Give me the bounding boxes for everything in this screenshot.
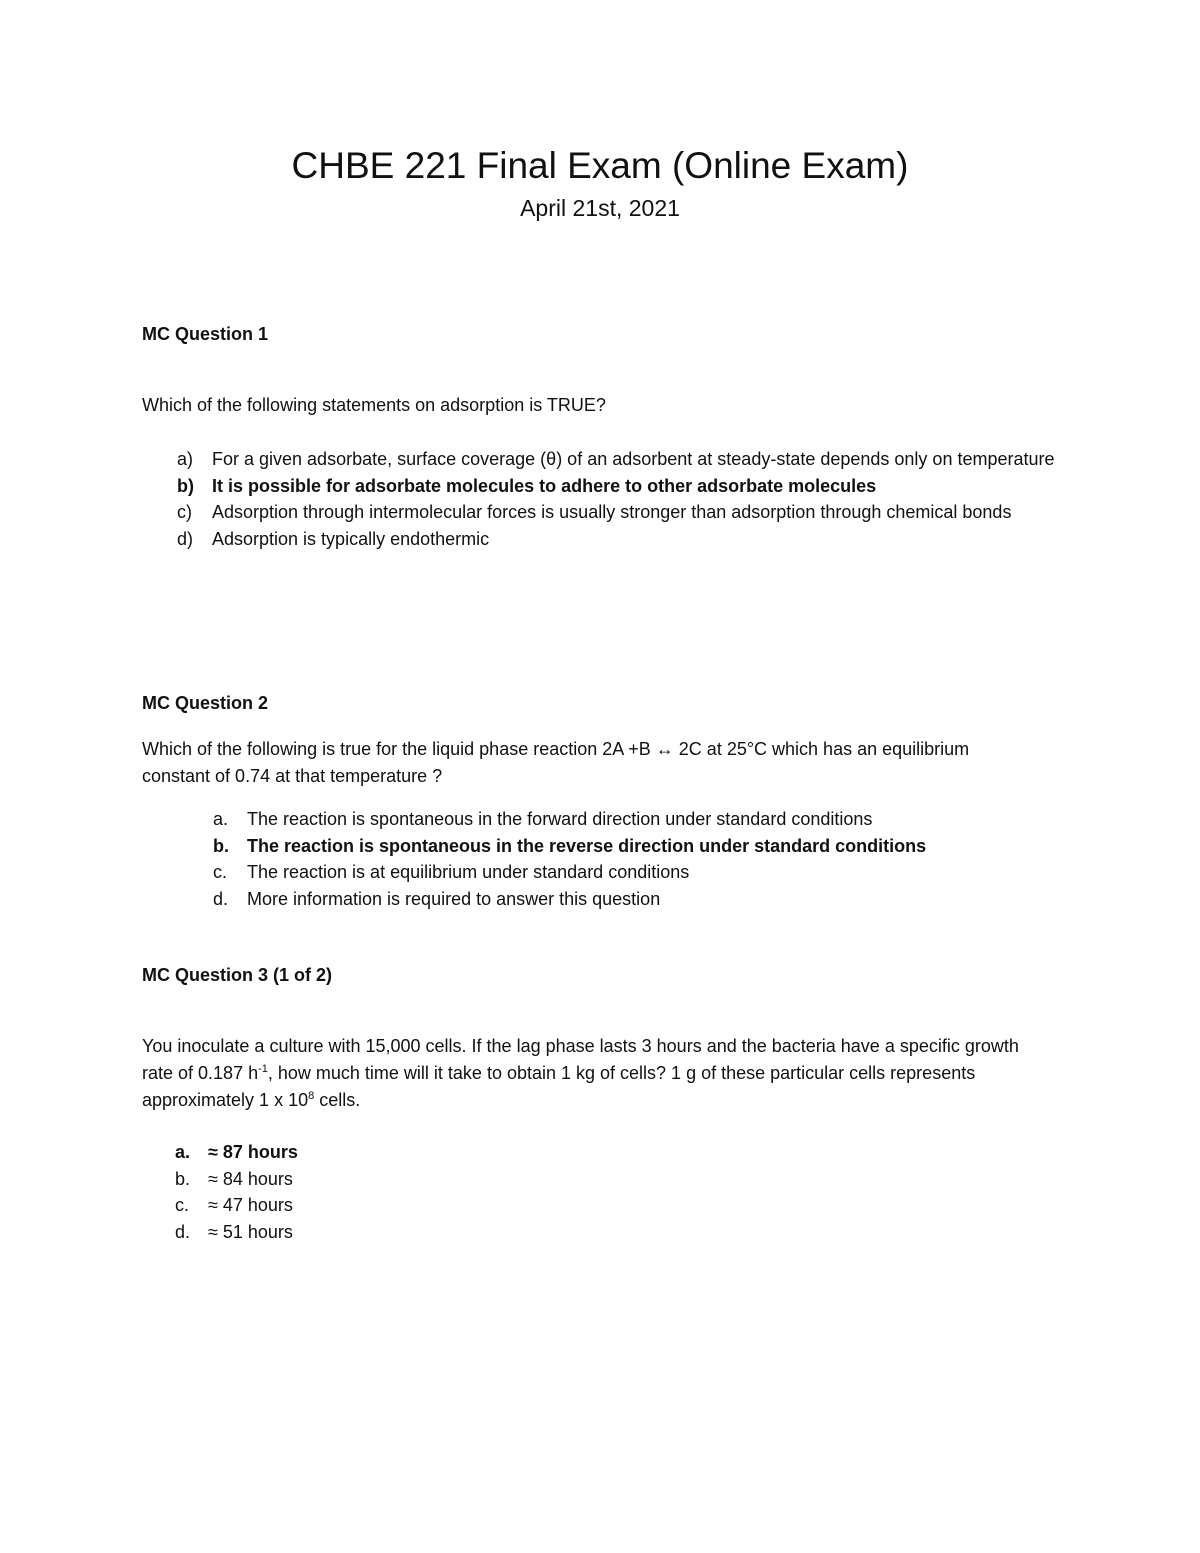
option-marker: b. xyxy=(213,835,229,856)
option-text: It is possible for adsorbate molecules to adhere to other adsorbate molecules xyxy=(212,475,877,496)
option-text: The reaction is at equilibrium under standard conditions xyxy=(247,862,690,882)
question-3 xyxy=(142,962,1057,1245)
option-text: Adsorption is typically endothermic xyxy=(212,528,490,549)
option-text: The reaction is spontaneous in the reverse direction under standard conditions xyxy=(247,835,927,856)
option-text: The reaction is spontaneous in the forward direction under standard conditions xyxy=(247,809,873,829)
exam-date: April 21st, 2021 xyxy=(520,195,680,221)
question-1-option-c xyxy=(142,499,1057,526)
superscript-exponent: 8 xyxy=(308,1090,315,1102)
question-3-heading: MC Question 3 (1 of 2) xyxy=(142,965,333,985)
question-1-option-b xyxy=(142,473,1057,500)
option-marker: d) xyxy=(177,528,194,549)
option-marker: c. xyxy=(213,862,228,882)
question-3-option-d xyxy=(142,1219,1057,1246)
question-1 xyxy=(142,321,1057,552)
option-marker: c. xyxy=(175,1195,190,1215)
question-2 xyxy=(142,690,1057,912)
option-marker: b) xyxy=(177,475,194,496)
question-3-options xyxy=(142,1139,1057,1245)
option-marker: d. xyxy=(213,888,229,909)
question-2-option-c xyxy=(142,859,1057,886)
prompt-text-part-2: , how much time will it take to obtain 1 kg of cells? 1 g of these particular cells represents approximately 1 x 10 xyxy=(142,1063,976,1110)
question-1-options xyxy=(142,446,1057,552)
question-2-option-b xyxy=(142,833,1057,860)
option-text: ≈ 51 hours xyxy=(208,1221,293,1242)
question-1-prompt: Which of the following statements on adsorption is TRUE? xyxy=(142,395,606,415)
option-text: ≈ 87 hours xyxy=(208,1142,298,1162)
option-marker: a. xyxy=(175,1142,191,1162)
question-1-heading: MC Question 1 xyxy=(142,324,269,344)
question-1-option-d xyxy=(142,526,1057,553)
option-marker: b. xyxy=(175,1168,191,1189)
option-text: Adsorption through intermolecular forces is usually stronger than adsorption through chemical bonds xyxy=(212,502,1012,522)
superscript-exponent: -1 xyxy=(258,1063,268,1075)
prompt-text-part-3: cells. xyxy=(314,1090,361,1110)
question-3-prompt xyxy=(142,1033,1052,1114)
option-text: ≈ 47 hours xyxy=(208,1195,293,1215)
question-2-option-d xyxy=(142,886,1057,913)
prompt-text-part-1: You inoculate a culture with 15,000 cells. If the lag phase lasts 3 hours and the bacteria have a specific growth rate of 0.187 h xyxy=(142,1036,1019,1083)
option-text: ≈ 84 hours xyxy=(208,1168,293,1189)
question-1-option-a xyxy=(142,446,1057,473)
option-marker: d. xyxy=(175,1221,191,1242)
option-marker: a. xyxy=(213,809,229,829)
page-title: CHBE 221 Final Exam (Online Exam) xyxy=(291,145,909,186)
question-2-options xyxy=(142,806,1057,912)
option-marker: c) xyxy=(177,502,192,522)
question-2-option-a xyxy=(142,806,1057,833)
question-2-prompt: Which of the following is true for the liquid phase reaction 2A +B ↔ 2C at 25°C which has an equilibrium constant of 0.74 at that temperature ? xyxy=(142,739,970,786)
option-text: More information is required to answer this question xyxy=(247,888,661,909)
question-3-option-b xyxy=(142,1166,1057,1193)
option-text: For a given adsorbate, surface coverage (θ) of an adsorbent at steady-state depends only on temperature xyxy=(212,449,1055,469)
option-marker: a) xyxy=(177,449,194,469)
question-2-heading: MC Question 2 xyxy=(142,693,269,713)
question-3-option-a xyxy=(142,1139,1057,1166)
question-3-option-c xyxy=(142,1192,1057,1219)
